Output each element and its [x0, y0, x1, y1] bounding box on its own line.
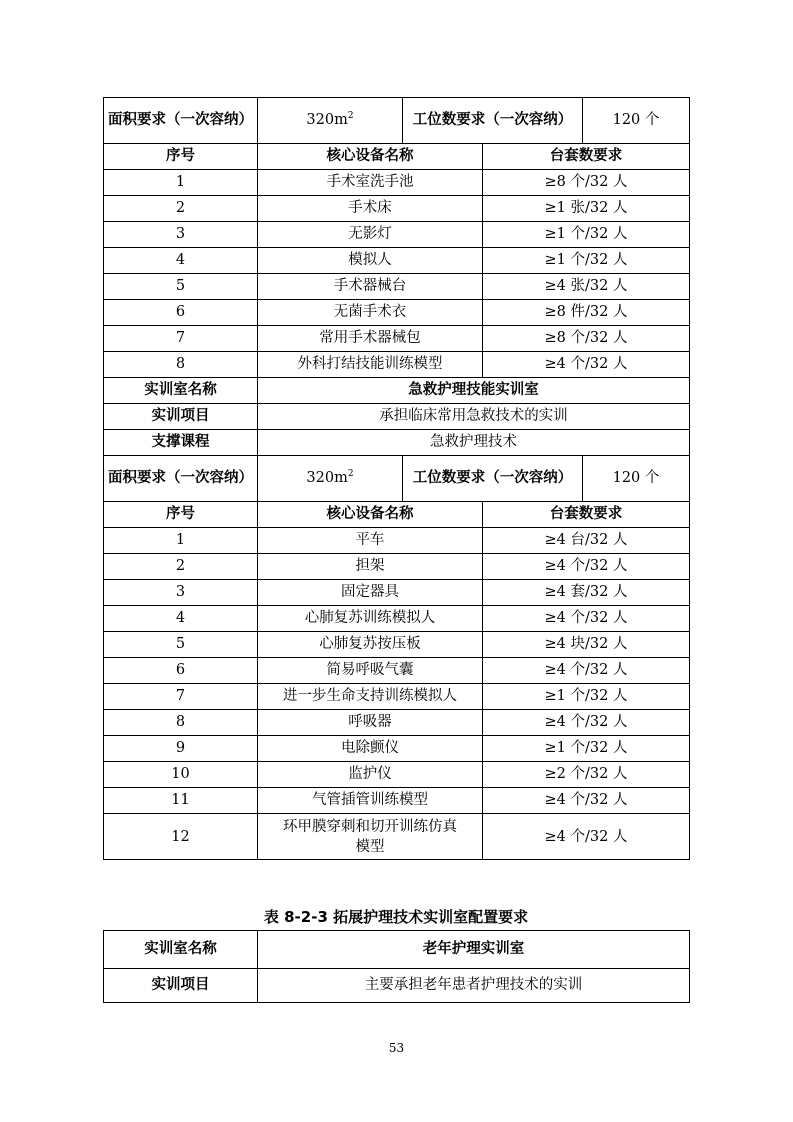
row-equipment: 担架: [258, 554, 483, 580]
row-equipment: 无影灯: [258, 222, 483, 248]
row-index: 4: [104, 248, 258, 274]
row-quantity: ≥4 个/32 人: [483, 658, 690, 684]
table2-room-row: [104, 378, 690, 404]
row-quantity: ≥4 个/32 人: [483, 554, 690, 580]
row-quantity: ≥4 个/32 人: [483, 352, 690, 378]
table2-course-row: [104, 430, 690, 456]
room-value: 老年护理实训室: [258, 931, 690, 969]
course-value: 急救护理技术: [258, 430, 690, 456]
row-equipment: 外科打结技能训练模型: [258, 352, 483, 378]
row-index: 11: [104, 788, 258, 814]
row-index: 1: [104, 528, 258, 554]
row-equipment: 平车: [258, 528, 483, 554]
table-row: [104, 300, 690, 326]
row-equipment: 进一步生命支持训练模拟人: [258, 684, 483, 710]
station-label: 工位数要求（一次容纳）: [403, 98, 583, 144]
row-index: 3: [104, 580, 258, 606]
row-equipment: 手术床: [258, 196, 483, 222]
table-row: [104, 274, 690, 300]
row-equipment: 无菌手术衣: [258, 300, 483, 326]
table3-project-row: [104, 969, 690, 1003]
header-equipment: 核心设备名称: [258, 144, 483, 170]
room-label: 实训室名称: [104, 378, 258, 404]
requirements-table: [103, 97, 690, 860]
area-label: 面积要求（一次容纳）: [104, 98, 258, 144]
table-row: [104, 326, 690, 352]
table2-header-row: [104, 502, 690, 528]
row-quantity: ≥8 件/32 人: [483, 300, 690, 326]
row-quantity: ≥4 个/32 人: [483, 606, 690, 632]
row-index: 6: [104, 300, 258, 326]
table-row: [104, 580, 690, 606]
row-index: 10: [104, 762, 258, 788]
header-index: 序号: [104, 144, 258, 170]
area-value: $320m^2$: [258, 98, 403, 144]
row-equipment: 手术器械台: [258, 274, 483, 300]
row-index: 2: [104, 196, 258, 222]
expansion-table: [103, 930, 690, 1003]
row-equipment: 监护仪: [258, 762, 483, 788]
row-index: 5: [104, 274, 258, 300]
station-value: 120 个: [583, 456, 690, 502]
table2-project-row: [104, 404, 690, 430]
table-row: [104, 658, 690, 684]
row-equipment: 呼吸器: [258, 710, 483, 736]
row-quantity: ≥4 套/32 人: [483, 580, 690, 606]
row-quantity: ≥1 张/32 人: [483, 196, 690, 222]
row-quantity: ≥1 个/32 人: [483, 248, 690, 274]
row-equipment: 简易呼吸气囊: [258, 658, 483, 684]
row-index: 3: [104, 222, 258, 248]
table-row: [104, 352, 690, 378]
row-quantity: ≥4 个/32 人: [483, 788, 690, 814]
project-value: 主要承担老年患者护理技术的实训: [258, 969, 690, 1003]
room-label: 实训室名称: [104, 931, 258, 969]
row-equipment: 气管插管训练模型: [258, 788, 483, 814]
table-row: [104, 736, 690, 762]
row-quantity: ≥4 块/32 人: [483, 632, 690, 658]
row-index: 12: [104, 814, 258, 860]
row-equipment: 心肺复苏按压板: [258, 632, 483, 658]
project-label: 实训项目: [104, 404, 258, 430]
page-number: 53: [388, 1041, 405, 1055]
row-equipment: 固定器具: [258, 580, 483, 606]
row-equipment: 心肺复苏训练模拟人: [258, 606, 483, 632]
table-row: [104, 788, 690, 814]
table-row: [104, 632, 690, 658]
row-index: 9: [104, 736, 258, 762]
row-equipment: 模拟人: [258, 248, 483, 274]
row-equipment: 常用手术器械包: [258, 326, 483, 352]
header-quantity: 台套数要求: [483, 144, 690, 170]
row-quantity: ≥2 个/32 人: [483, 762, 690, 788]
table-row: [104, 606, 690, 632]
row-index: 8: [104, 352, 258, 378]
area-label: 面积要求（一次容纳）: [104, 456, 258, 502]
table-row: [104, 248, 690, 274]
row-index: 5: [104, 632, 258, 658]
table-row: [104, 196, 690, 222]
table-row: [104, 528, 690, 554]
row-quantity: ≥8 个/32 人: [483, 170, 690, 196]
station-value: 120 个: [583, 98, 690, 144]
row-index: 7: [104, 326, 258, 352]
row-quantity: ≥4 个/32 人: [483, 710, 690, 736]
project-value: 承担临床常用急救技术的实训: [258, 404, 690, 430]
row-quantity: ≥4 个/32 人: [483, 814, 690, 860]
table1-header-row: [104, 144, 690, 170]
row-equipment: 环甲膜穿刺和切开训练仿真模型: [258, 814, 483, 860]
table-row: [104, 684, 690, 710]
row-equipment: 手术室洗手池: [258, 170, 483, 196]
row-quantity: ≥1 个/32 人: [483, 736, 690, 762]
table3-room-row: [104, 931, 690, 969]
row-quantity: ≥1 个/32 人: [483, 222, 690, 248]
table-row: [104, 814, 690, 860]
row-quantity: ≥4 台/32 人: [483, 528, 690, 554]
row-quantity: ≥4 张/32 人: [483, 274, 690, 300]
table-row: [104, 554, 690, 580]
course-label: 支撑课程: [104, 430, 258, 456]
table2-area-row: [104, 456, 690, 502]
table1-area-row: [104, 98, 690, 144]
table-row: [104, 170, 690, 196]
room-value: 急救护理技能实训室: [258, 378, 690, 404]
header-index: 序号: [104, 502, 258, 528]
row-index: 8: [104, 710, 258, 736]
project-label: 实训项目: [104, 969, 258, 1003]
table-row: [104, 710, 690, 736]
table-caption: 表 8-2-3 拓展护理技术实训室配置要求: [263, 908, 529, 926]
table-row: [104, 222, 690, 248]
row-quantity: ≥1 个/32 人: [483, 684, 690, 710]
row-index: 4: [104, 606, 258, 632]
row-equipment: 电除颤仪: [258, 736, 483, 762]
station-label: 工位数要求（一次容纳）: [403, 456, 583, 502]
row-index: 6: [104, 658, 258, 684]
table-row: [104, 762, 690, 788]
row-index: 1: [104, 170, 258, 196]
row-index: 7: [104, 684, 258, 710]
header-equipment: 核心设备名称: [258, 502, 483, 528]
row-index: 2: [104, 554, 258, 580]
row-quantity: ≥8 个/32 人: [483, 326, 690, 352]
header-quantity: 台套数要求: [483, 502, 690, 528]
area-value: $320m^2$: [258, 456, 403, 502]
